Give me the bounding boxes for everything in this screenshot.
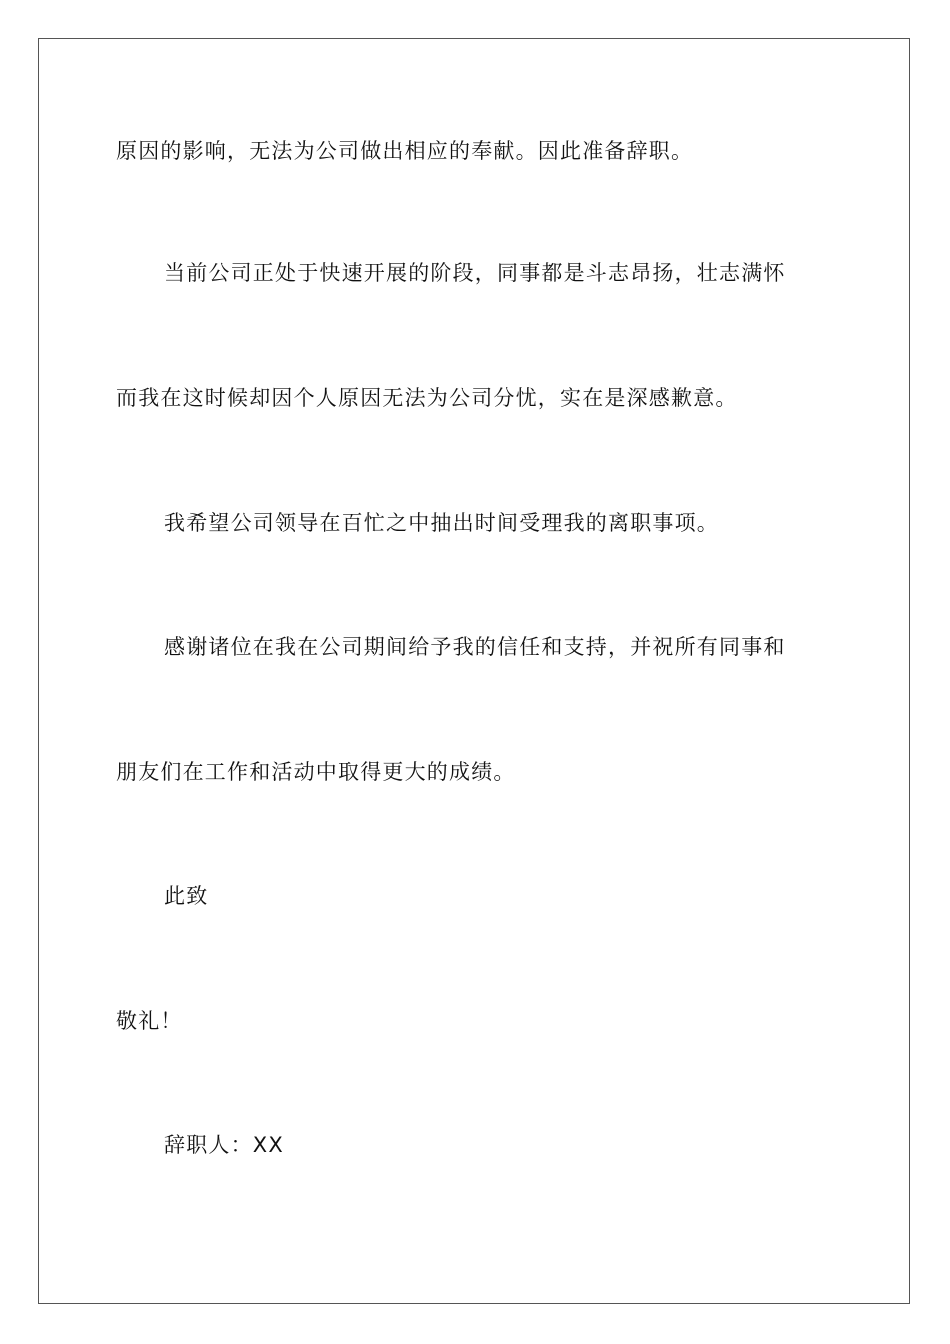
paragraph-line-2: 当前公司正处于快速开展的阶段，同事都是斗志昂扬，壮志满怀 [164,261,786,285]
paragraph-line-6: 朋友们在工作和活动中取得更大的成绩。 [116,760,516,784]
closing-salutation: 此致 [164,884,209,908]
page-border [38,38,910,1304]
paragraph-line-3: 而我在这时候却因个人原因无法为公司分忧，实在是深感歉意。 [116,386,738,410]
signature-line: 辞职人：XX [164,1133,284,1157]
paragraph-line-4: 我希望公司领导在百忙之中抽出时间受理我的离职事项。 [164,511,719,535]
paragraph-line-1: 原因的影响，无法为公司做出相应的奉献。因此准备辞职。 [116,139,694,163]
closing-regards: 敬礼！ [116,1009,183,1033]
paragraph-line-5: 感谢诸位在我在公司期间给予我的信任和支持，并祝所有同事和 [164,635,786,659]
